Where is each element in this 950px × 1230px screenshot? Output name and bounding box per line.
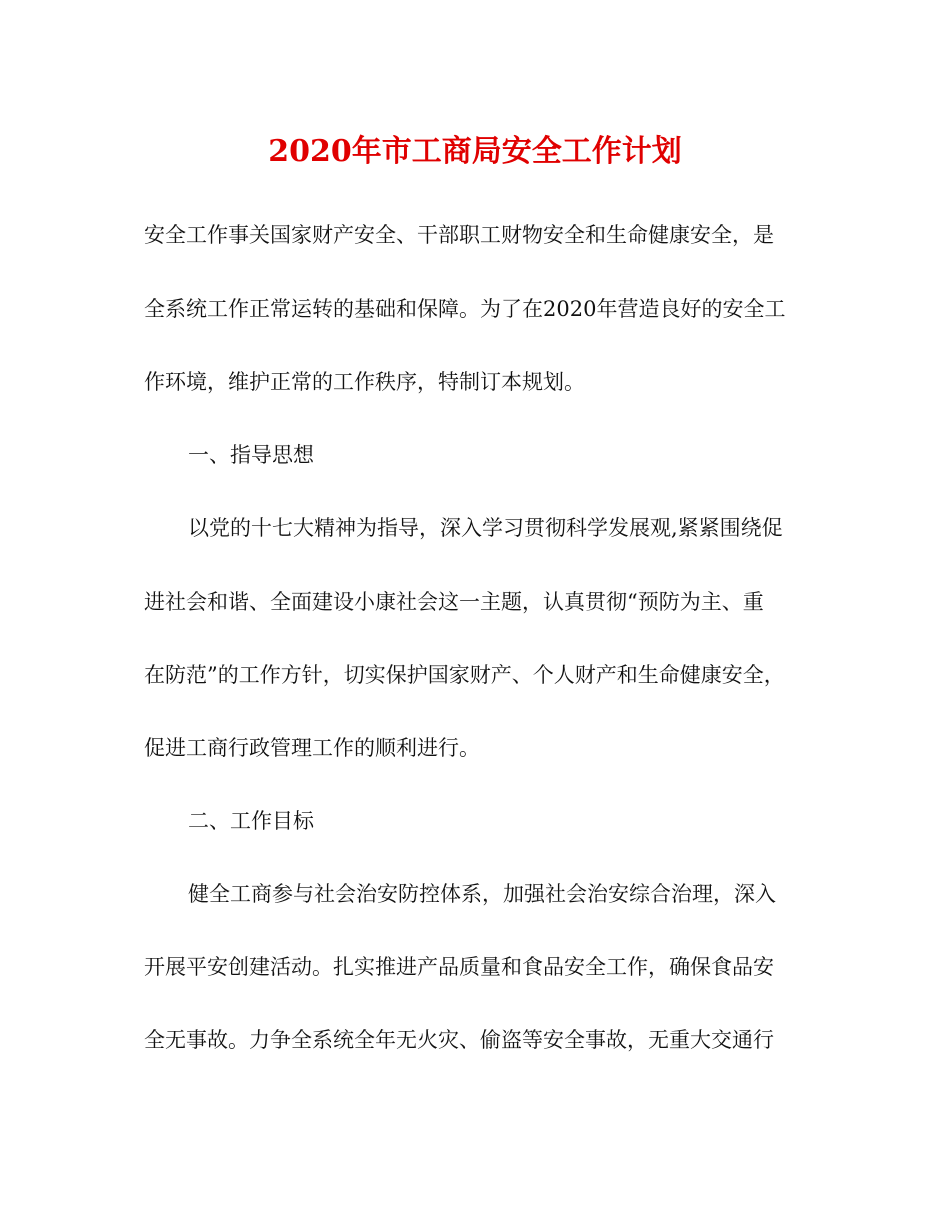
paragraph-goals-line-3: 全无事故。力争全系统全年无火灾、偷盗等安全事故，无重大交通行	[144, 1028, 774, 1052]
paragraph-guiding-line-2: 进社会和谐、全面建设小康社会这一主题，认真贯彻“预防为主、重	[144, 590, 764, 614]
section-heading-guiding-ideology: 一、指导思想	[188, 443, 314, 467]
paragraph-goals-line-1: 健全工商参与社会治安防控体系，加强社会治安综合治理，深入	[188, 882, 776, 906]
paragraph-guiding-line-4: 促进工商行政管理工作的顺利进行。	[144, 736, 480, 760]
paragraph-intro-line-1: 安全工作事关国家财产安全、干部职工财物安全和生命健康安全，是	[144, 223, 774, 247]
document-title: 2020年市工商局安全工作计划	[268, 134, 682, 169]
paragraph-guiding-line-3: 在防范”的工作方针，切实保护国家财产、个人财产和生命健康安全，	[144, 663, 785, 687]
paragraph-guiding-line-1: 以党的十七大精神为指导，深入学习贯彻科学发展观,紧紧围绕促	[188, 516, 783, 540]
paragraph-goals-line-2: 开展平安创建活动。扎实推进产品质量和食品安全工作，确保食品安	[144, 955, 774, 979]
section-heading-work-goals: 二、工作目标	[188, 809, 314, 833]
paragraph-intro-line-2: 全系统工作正常运转的基础和保障。为了在2020年营造良好的安全工	[144, 297, 786, 321]
paragraph-intro-line-3: 作环境，维护正常的工作秩序，特制订本规划。	[144, 370, 585, 394]
